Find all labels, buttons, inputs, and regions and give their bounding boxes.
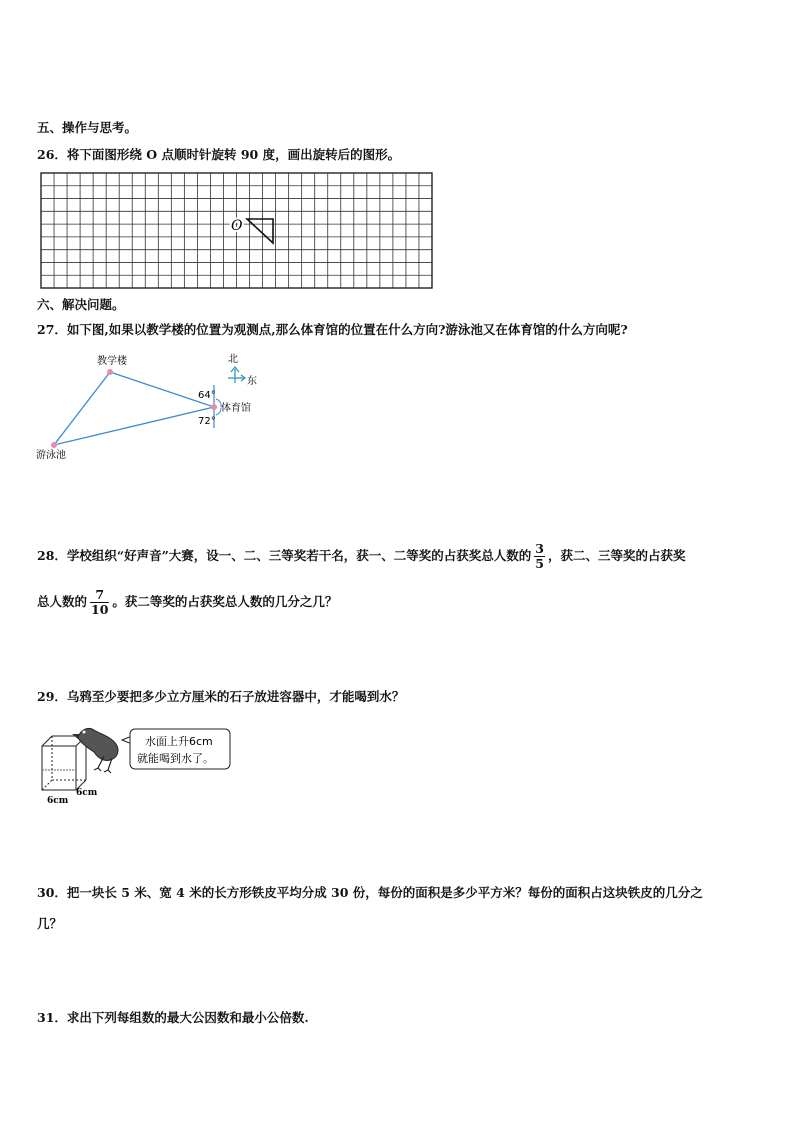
angle-72-label: 72° [198,416,216,427]
question-31: 31．求出下列每组数的最大公因数和最小公倍数. [37,1010,309,1025]
question-27: 27．如下图,如果以教学楼的位置为观测点,那么体育馆的位置在什么方向?游泳池又在体育馆的什么方向呢? [37,322,628,337]
bubble-line-1: 水面上升6cm [145,735,213,748]
question-28-line-1 [37,542,686,571]
teaching-building-label: 教学楼 [97,356,127,367]
north-label: 北 [228,354,238,365]
pool-point [51,442,57,448]
q28-part-4: 。获二等奖的占获奖总人数的几分之几？ [112,594,338,609]
teaching-building-point [107,369,113,375]
east-label: 东 [247,376,257,387]
fraction-7-10: $\frac{7}{10}$ [91,587,109,617]
compass-icon [228,367,245,383]
gym-point [211,404,217,410]
q28-part-2: ，获二、三等奖的占获奖 [547,548,686,563]
gym-label: 体育馆 [221,403,251,414]
bubble-line-2: 就能喝到水了。 [137,752,214,765]
speech-bubble [122,729,230,769]
crow-container-figure [34,712,244,808]
q28-part-3: 总人数的 [37,594,88,609]
question-26: 26．将下面图形绕 O 点顺时针旋转 90 度，画出旋转后的图形。 [37,147,401,162]
section-five-title: 五、操作与思考。 [37,120,138,135]
question-29: 29．乌鸦至少要把多少立方厘米的石子放进容器中，才能喝到水？ [37,689,405,704]
question-28-line-2 [37,588,337,617]
question-30-line-1: 30．把一块长 5 米、宽 4 米的长方形铁皮平均分成 30 份，每份的面积是多少平方米？每份的面积占这块铁皮的几分之 [37,885,703,900]
crow-icon [72,728,118,773]
dimension-width-label: 6cm [47,796,69,806]
fraction-3-5: $\frac{3}{5}$ [535,541,544,571]
dimension-depth-label: 6cm [76,788,98,798]
question-30-line-2: 几？ [37,916,63,931]
q28-part-1: 28．学校组织“好声音”大赛，设一、二、三等奖若干名，获一、二等奖的占获奖总人数的 [37,548,532,563]
section-six-title: 六、解决问题。 [37,297,125,312]
triangle-figure [247,219,273,243]
container-cube [42,736,86,790]
angle-64-label: 64° [198,390,216,401]
pool-label: 游泳池 [36,450,66,461]
point-o-label: O [231,218,243,234]
rotation-grid [40,172,434,290]
direction-diagram [30,350,270,465]
